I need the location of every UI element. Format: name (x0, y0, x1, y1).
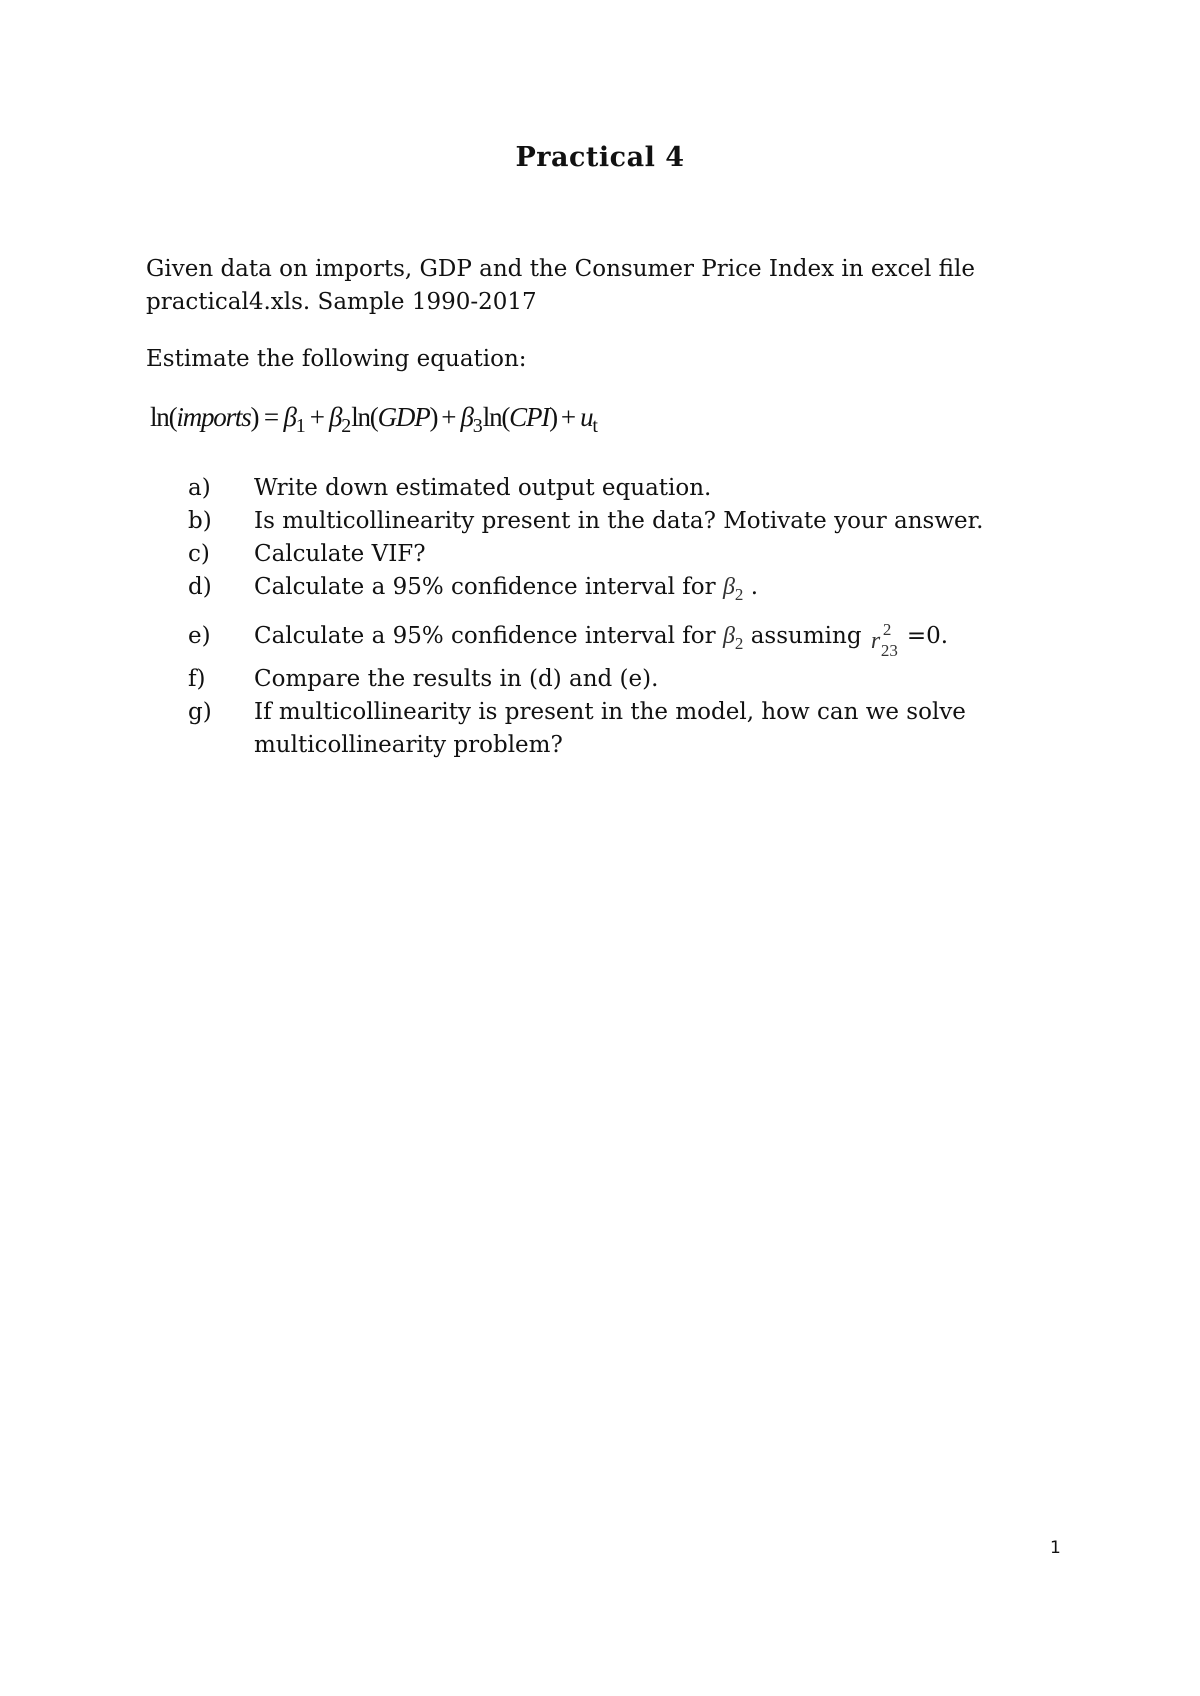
eq-dependent-variable: imports (176, 402, 251, 432)
r-squared-23-symbol: r 2 23 (870, 619, 898, 660)
question-a (188, 472, 1088, 505)
question-g (188, 696, 1088, 762)
regression-equation (150, 402, 598, 438)
eq-beta2: β (328, 402, 342, 432)
question-text: Calculate VIF? (254, 541, 426, 567)
eq-beta1-sub: 1 (295, 415, 306, 437)
eq-plus-2: + (441, 402, 457, 432)
eq-plus-3: + (560, 402, 577, 432)
question-e (188, 620, 1088, 660)
question-letter: e) (188, 622, 211, 649)
eq-ln-open: ln( (150, 402, 177, 432)
question-text-mid: assuming (743, 622, 869, 649)
eq-plus-1: + (309, 402, 325, 432)
eq-beta1: β (283, 402, 296, 432)
eq-close-cpi: ) (549, 402, 557, 432)
eq-equals: ) = (250, 402, 284, 432)
question-letter: b) (188, 508, 212, 534)
eq-ln-cpi: ln( (482, 402, 510, 432)
question-text: Write down estimated output equation. (254, 475, 712, 501)
question-text: Is multicollinearity present in the data? Motivate your answer. (254, 508, 984, 534)
intro-paragraph: Given data on imports, GDP and the Consumer Price Index in excel file practical4.xls. Sample 1990-2017 (146, 256, 975, 315)
eq-beta2-sub: 2 (341, 415, 352, 437)
question-letter: c) (188, 541, 210, 567)
eq-error-term: u (580, 402, 593, 432)
page-number: 1 (1050, 1538, 1061, 1558)
question-text: Calculate a 95% confidence interval for (254, 574, 723, 600)
question-letter: g) (188, 698, 212, 725)
eq-cpi: CPI (509, 402, 550, 432)
question-text: If multicollinearity is present in the model, how can we solve multicollinearity problem? (254, 698, 966, 758)
instruction-text: Estimate the following equation: (146, 346, 527, 372)
question-b (188, 505, 1088, 538)
question-text: Compare the results in (d) and (e). (254, 665, 659, 692)
question-f (188, 663, 1088, 696)
beta2-symbol: $\beta_2$ (722, 574, 744, 604)
question-list (188, 472, 1088, 762)
question-letter: a) (188, 475, 211, 501)
question-c (188, 538, 1088, 571)
question-letter: d) (188, 574, 212, 600)
beta2-symbol: $\beta_2$ (722, 622, 744, 653)
question-text-end: =0. (906, 622, 949, 649)
question-d (188, 571, 1088, 611)
eq-gdp: GDP (377, 402, 430, 432)
eq-close-gdp: ) (429, 402, 438, 432)
eq-error-sub: t (592, 415, 598, 437)
eq-ln-gdp: ln( (351, 402, 378, 432)
page-title: Practical 4 (515, 142, 685, 173)
question-text: Calculate a 95% confidence interval for (254, 622, 723, 649)
question-text-end: . (743, 574, 759, 600)
eq-beta3: β (460, 402, 473, 432)
eq-beta3-sub: 3 (472, 415, 483, 437)
question-letter: f) (188, 665, 206, 692)
